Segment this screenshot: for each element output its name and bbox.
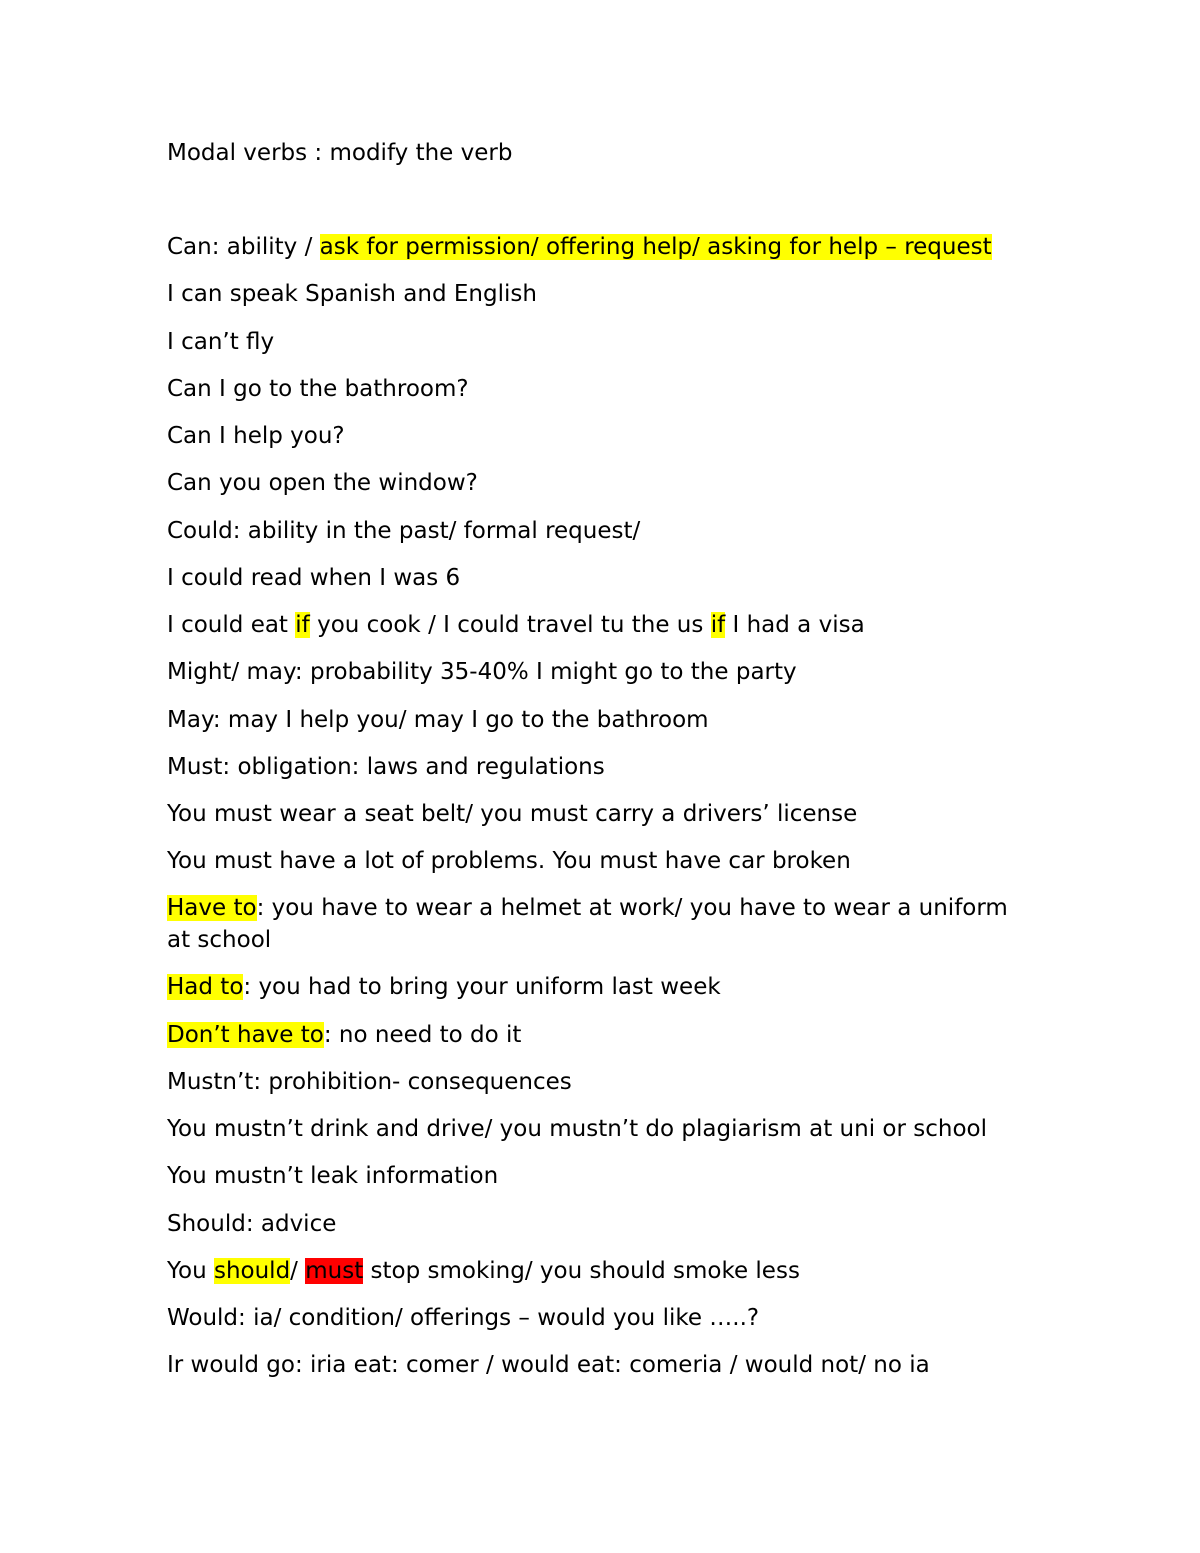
text-line: Can you open the window? — [167, 470, 478, 496]
text-span: : you had to bring your uniform last week — [243, 974, 721, 1000]
document-title: Modal verbs : modify the verb — [167, 140, 513, 166]
text-line: May: may I help you/ may I go to the bathroom — [167, 707, 709, 733]
text-span: Can: ability / — [167, 234, 320, 260]
text-line: Can I go to the bathroom? — [167, 376, 469, 402]
text-line: You mustn’t leak information — [167, 1163, 499, 1189]
text-line: You must wear a seat belt/ you must carry a drivers’ license — [167, 801, 858, 827]
text-span: You — [167, 1258, 214, 1284]
highlighted-text: Had to — [167, 974, 244, 1000]
text-line — [167, 609, 1047, 641]
text-span: / — [290, 1258, 306, 1284]
text-span: stop smoking/ you should smoke less — [363, 1258, 800, 1284]
text-span: I could eat — [167, 612, 296, 638]
text-span: : you have to wear a helmet at work/ you have to wear a uniform at school — [167, 895, 1008, 953]
text-line: Ir would go: iria eat: comer / would eat: comeria / would not/ no ia — [167, 1352, 930, 1378]
text-line: Mustn’t: prohibition- consequences — [167, 1069, 572, 1095]
text-line: You mustn’t drink and drive/ you mustn’t do plagiarism at uni or school — [167, 1116, 987, 1142]
text-line: Must: obligation: laws and regulations — [167, 754, 605, 780]
text-line: Should: advice — [167, 1211, 337, 1237]
text-line: Can I help you? — [167, 423, 345, 449]
text-line — [167, 231, 1047, 263]
text-span: I had a visa — [725, 612, 865, 638]
highlighted-text: if — [710, 612, 726, 638]
highlighted-text: ask for permission/ offering help/ asking for help – request — [319, 234, 992, 260]
text-line — [167, 1255, 1047, 1287]
text-span: you cook / I could travel tu the us — [309, 612, 711, 638]
highlighted-text: should — [213, 1258, 291, 1284]
text-line: Could: ability in the past/ formal request/ — [167, 518, 641, 544]
text-span: : no need to do it — [323, 1022, 522, 1048]
text-line — [167, 1019, 1047, 1051]
text-line — [167, 971, 1047, 1003]
red-highlighted-text: must — [305, 1258, 364, 1284]
text-line: Would: ia/ condition/ offerings – would you like …..? — [167, 1305, 760, 1331]
text-line: You must have a lot of problems. You must have car broken — [167, 848, 851, 874]
text-line: I could read when I was 6 — [167, 565, 461, 591]
text-line: Might/ may: probability 35-40% I might go to the party — [167, 659, 797, 685]
highlighted-text: Have to — [167, 895, 257, 921]
text-line: I can’t fly — [167, 329, 275, 355]
text-line — [167, 892, 1037, 956]
highlighted-text: Don’t have to — [167, 1022, 324, 1048]
text-line: I can speak Spanish and English — [167, 281, 537, 307]
highlighted-text: if — [295, 612, 310, 638]
